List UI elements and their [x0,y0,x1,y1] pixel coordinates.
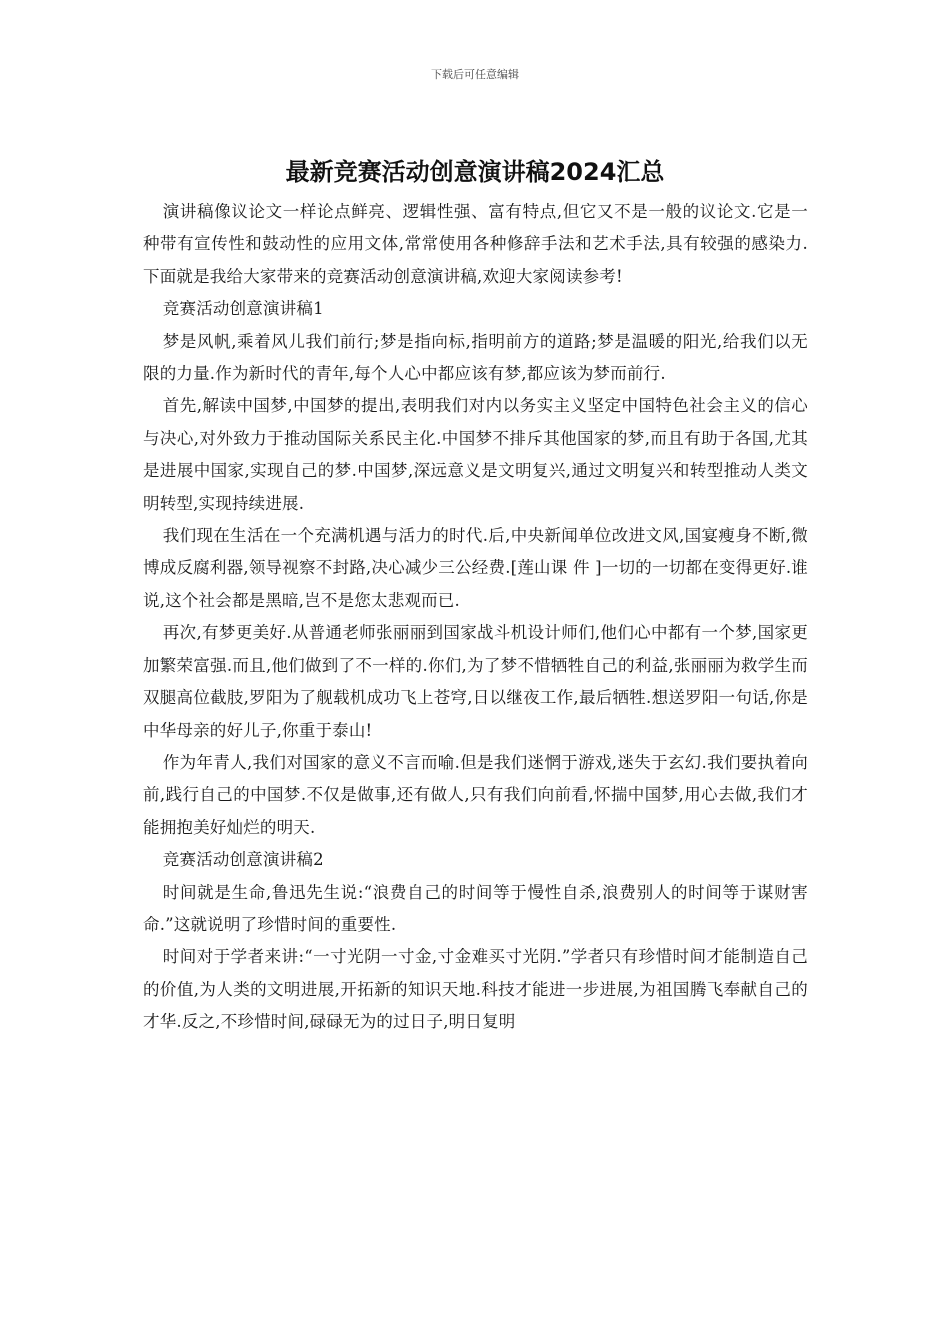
document-title: 最新竞赛活动创意演讲稿2024汇总 [285,158,665,186]
document-body [143,196,808,1039]
body-paragraph: 时间就是生命,鲁迅先生说:“浪费自己的时间等于慢性自杀,浪费别人的时间等于谋财害命.”这就说明了珍惜时间的重要性. [143,882,808,934]
body-paragraph: 作为年青人,我们对国家的意义不言而喻.但是我们迷惘于游戏,迷失于玄幻.我们要执着向前,践行自己的中国梦.不仅是做事,还有做人,只有我们向前看,怀揣中国梦,用心去做,我们才能拥抱美好灿烂的明天. [143,752,808,837]
section-heading-2: 竞赛活动创意演讲稿2 [162,850,324,870]
page-header-note: 下载后可任意编辑 [431,68,519,81]
intro-paragraph: 演讲稿像议论文一样论点鲜亮、逻辑性强、富有特点,但它又不是一般的议论文.它是一种带有宣传性和鼓动性的应用文体,常常使用各种修辞手法和艺术手法,具有较强的感染力.下面就是我给大家带来的竞赛活动创意演讲稿,欢迎大家阅读参考! [143,202,808,286]
body-paragraph: 我们现在生活在一个充满机遇与活力的时代.后,中央新闻单位改进文风,国宴瘦身不断,微博成反腐利器,领导视察不封路,决心减少三公经费.[莲山课 件 ]一切的一切都在变得更好.谁说,这个社会都是黑暗,岂不是您太悲观而已. [143,526,808,610]
body-paragraph: 时间对于学者来讲:“一寸光阴一寸金,寸金难买寸光阴.”学者只有珍惜时间才能制造自己的价值,为人类的文明进展,开拓新的知识天地.科技才能进一步进展,为祖国腾飞奉献自己的才华.反之,不珍惜时间,碌碌无为的过日子,明日复明 [143,947,808,1032]
body-paragraph: 再次,有梦更美好.从普通老师张丽丽到国家战斗机设计师们,他们心中都有一个梦,国家更加繁荣富强.而且,他们做到了不一样的.你们,为了梦不惜牺牲自己的利益,张丽丽为救学生而双腿高位截肢,罗阳为了舰载机成功飞上苍穹,日以继夜工作,最后牺牲.想送罗阳一句话,你是中华母亲的好儿子,你重于泰山! [143,623,808,740]
section-heading-1: 竞赛活动创意演讲稿1 [162,299,324,319]
body-paragraph: 首先,解读中国梦,中国梦的提出,表明我们对内以务实主义坚定中国特色社会主义的信心与决心,对外致力于推动国际关系民主化.中国梦不排斥其他国家的梦,而且有助于各国,尤其是进展中国家,实现自己的梦.中国梦,深远意义是文明复兴,通过文明复兴和转型推动人类文明转型,实现持续进展. [143,396,808,513]
body-paragraph: 梦是风帆,乘着风儿我们前行;梦是指向标,指明前方的道路;梦是温暖的阳光,给我们以无限的力量.作为新时代的青年,每个人心中都应该有梦,都应该为梦而前行. [143,331,808,384]
